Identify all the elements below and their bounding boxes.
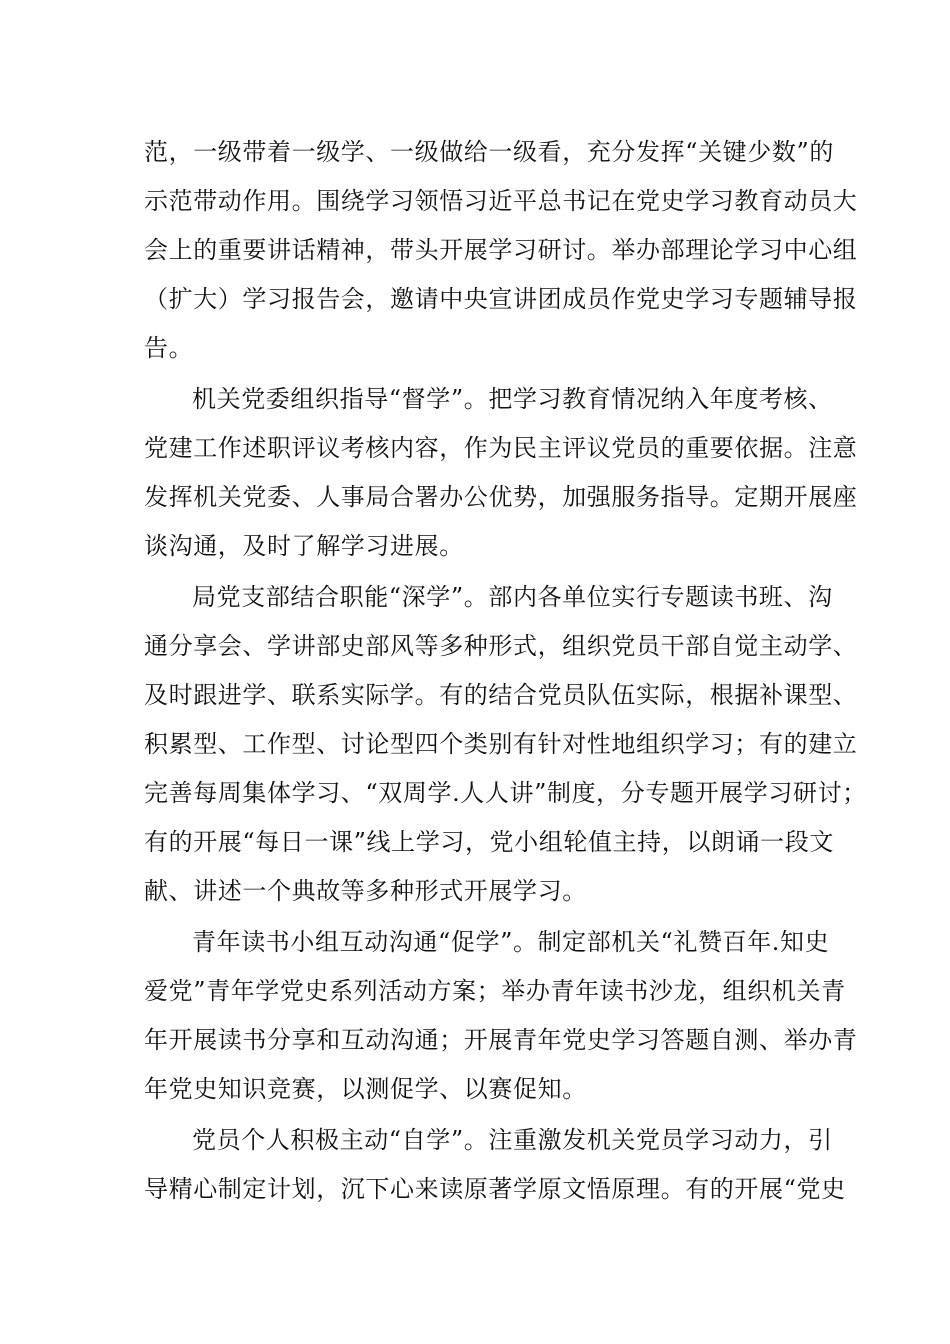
paragraph-first-line: 机关党委组织指导“督学”。把学习教育情况纳入年度考核、 [192,385,833,413]
text-line: 范，一级带着一级学、一级做给一级看，充分发挥“关键少数”的 [144,138,834,166]
text-line: 年开展读书分享和互动沟通；开展青年党史学习答题自测、举办青 [144,1026,858,1054]
text-line: 献、讲述一个典故等多种形式开展学习。 [144,877,587,905]
text-line: （扩大）学习报告会，邀请中央宣讲团成员作党史学习专题辅导报 [144,285,858,313]
text-line: 有的开展“每日一课”线上学习，党小组轮值主持，以朗诵一段文 [144,828,834,856]
paragraph-first-line: 党员个人积极主动“自学”。注重激发机关党员学习动力，引 [192,1126,833,1154]
text-line: 谈沟通，及时了解学习进展。 [144,532,464,560]
text-line: 示范带动作用。围绕学习领悟习近平总书记在党史学习教育动员大 [144,187,858,215]
text-line: 积累型、工作型、讨论型四个类别有针对性地组织学习；有的建立 [144,730,858,758]
paragraph-first-line: 局党支部结合职能“深学”。部内各单位实行专题读书班、沟 [192,583,833,611]
text-line: 党建工作述职评议考核内容，作为民主评议党员的重要依据。注意 [144,434,858,462]
paragraph-first-line: 青年读书小组互动沟通“促学”。制定部机关“礼赞百年.知史 [192,928,830,956]
text-line: 爱党”青年学党史系列活动方案；举办青年读书沙龙，组织机关青 [144,977,846,1005]
text-line: 发挥机关党委、人事局合署办公优势，加强服务指导。定期开展座 [144,483,858,511]
text-line: 完善每周集体学习、“双周学.人人讲”制度，分专题开展学习研讨； [144,779,867,807]
text-line: 导精心制定计划，沉下心来读原著学原文悟原理。有的开展“党史 [144,1175,846,1203]
text-line: 通分享会、学讲部史部风等多种形式，组织党员干部自觉主动学、 [144,632,858,660]
text-line: 告。 [144,334,194,362]
text-line: 及时跟进学、联系实际学。有的结合党员队伍实际，根据补课型、 [144,681,858,709]
text-line: 会上的重要讲话精神，带头开展学习研讨。举办部理论学习中心组 [144,236,858,264]
text-line: 年党史知识竞赛，以测促学、以赛促知。 [144,1075,587,1103]
